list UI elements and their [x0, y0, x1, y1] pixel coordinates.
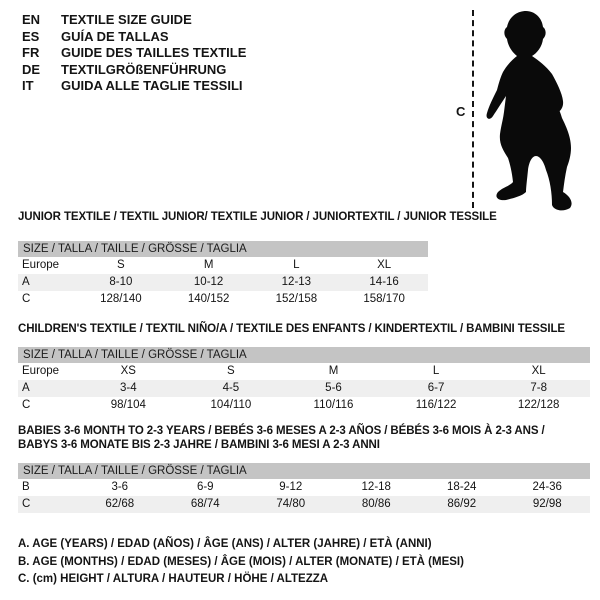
table-cell: 12-13	[281, 276, 312, 288]
table-cell: 6-9	[196, 481, 214, 493]
table-cell: S	[117, 259, 125, 271]
table-cell: 104/110	[210, 399, 252, 411]
table-row	[18, 274, 428, 291]
table-cell: M	[328, 365, 339, 377]
lang-code: ES	[22, 28, 40, 44]
table-cell: 3-4	[119, 382, 137, 394]
table-cell: 86/92	[447, 498, 477, 510]
footnote-a: A. AGE (YEARS) / EDAD (AÑOS) / ÂGE (ANS) / ALTER (JAHRE) / ETÀ (ANNI)	[18, 538, 432, 550]
table-title-line: BABIES 3-6 MONTH TO 2-3 YEARS / BEBÉS 3-6 MESES A 2-3 AÑOS / BÉBÉS 3-6 MOIS À 2-3 ANS /	[18, 425, 545, 437]
table-cell: 98/104	[110, 399, 146, 411]
babies-textile-table	[18, 424, 590, 513]
row-label: A	[22, 276, 30, 288]
table-cell: 110/116	[313, 399, 354, 411]
table-row	[18, 479, 590, 496]
table-title-line: JUNIOR TEXTILE / TEXTIL JUNIOR/ TEXTILE JUNIOR / JUNIORTEXTIL / JUNIOR TESSILE	[18, 211, 497, 223]
size-header-bar: SIZE / TALLA / TAILLE / GRÖSSE / TAGLIA	[18, 241, 428, 257]
table-cell: 68/74	[190, 498, 220, 510]
table-cell: XL	[377, 259, 392, 271]
lang-label: GUIDA ALLE TAGLIE TESSILI	[61, 78, 243, 94]
table-title	[18, 322, 590, 336]
lang-label: GUIDE DES TAILLES TEXTILE	[61, 45, 247, 61]
table-cell: XL	[531, 365, 546, 377]
table-row	[18, 496, 590, 513]
lang-row-it	[22, 78, 246, 95]
lang-label: GUÍA DE TALLAS	[61, 28, 169, 44]
size-header-bar: SIZE / TALLA / TAILLE / GRÖSSE / TAGLIA	[18, 347, 590, 363]
lang-code: FR	[22, 45, 40, 61]
table-cell: 158/170	[363, 293, 405, 305]
height-measure-label: C	[456, 104, 466, 119]
table-cell: 6-7	[427, 382, 445, 394]
table-row	[18, 380, 590, 397]
table-title-line: CHILDREN'S TEXTILE / TEXTIL NIÑO/A / TEXTILE DES ENFANTS / KINDERTEXTIL / BAMBINI TESSILE	[18, 323, 565, 335]
table-cell: 122/128	[517, 399, 560, 411]
row-label: Europe	[22, 259, 60, 271]
lang-row-fr	[22, 45, 246, 62]
lang-row-en	[22, 12, 246, 29]
table-cell: 9-12	[279, 481, 303, 493]
language-title-block	[22, 12, 246, 95]
table-row	[18, 291, 428, 308]
size-header-bar: SIZE / TALLA / TAILLE / GRÖSSE / TAGLIA	[18, 463, 590, 479]
table-cell: M	[203, 259, 214, 271]
lang-code: EN	[22, 12, 41, 27]
table-cell: 14-16	[369, 276, 399, 288]
row-label: C	[22, 293, 31, 305]
table-cell: S	[227, 365, 235, 377]
lang-label: TEXTILGRÖßENFÜHRUNG	[61, 61, 227, 77]
row-label: B	[22, 481, 30, 493]
height-measure-line	[472, 10, 474, 208]
table-cell: 24-36	[532, 481, 562, 493]
lang-code: DE	[22, 61, 41, 77]
children-textile-table	[18, 322, 590, 414]
table-cell: XS	[120, 365, 136, 377]
table-cell: 74/80	[276, 498, 306, 510]
table-row	[18, 257, 428, 274]
lang-label: TEXTILE SIZE GUIDE	[61, 12, 192, 27]
table-cell: 62/68	[105, 498, 135, 510]
table-cell: 116/122	[415, 399, 457, 411]
junior-textile-table	[18, 210, 497, 308]
table-cell: 5-6	[325, 382, 342, 394]
table-cell: 140/152	[187, 293, 230, 305]
table-cell: 7-8	[530, 382, 547, 394]
row-label: Europe	[22, 365, 60, 377]
table-cell: 10-12	[193, 276, 224, 288]
table-title	[18, 210, 497, 224]
table-title	[18, 424, 590, 452]
table-cell: 92/98	[532, 498, 562, 510]
table-cell: 8-10	[109, 276, 133, 288]
footnote-b: B. AGE (MONTHS) / EDAD (MESES) / ÂGE (MOIS) / ALTER (MONATE) / ETÀ (MESI)	[18, 555, 464, 568]
table-cell: 18-24	[447, 481, 477, 493]
table-cell: 128/140	[100, 293, 142, 305]
lang-code: IT	[22, 78, 34, 94]
table-cell: 152/158	[275, 293, 318, 305]
baby-silhouette-icon	[486, 4, 600, 214]
table-cell: 12-18	[361, 481, 391, 493]
lang-row-es	[22, 29, 246, 46]
table-row	[18, 363, 590, 380]
footnotes	[18, 536, 464, 589]
row-label: C	[22, 498, 31, 510]
footnote-c: C. (cm) HEIGHT / ALTURA / HAUTEUR / HÖHE / ALTEZZA	[18, 573, 329, 585]
table-cell: 80/86	[361, 498, 391, 510]
lang-row-de	[22, 62, 246, 79]
table-title-line: BABYS 3-6 MONATE BIS 2-3 JAHRE / BAMBINI 3-6 MESI A 2-3 ANNI	[18, 439, 380, 451]
table-cell: L	[432, 365, 440, 377]
row-label: A	[22, 382, 30, 394]
row-label: C	[22, 399, 31, 411]
table-row	[18, 397, 590, 414]
table-cell: L	[293, 259, 300, 271]
table-cell: 4-5	[222, 382, 240, 394]
table-cell: 3-6	[111, 481, 129, 493]
